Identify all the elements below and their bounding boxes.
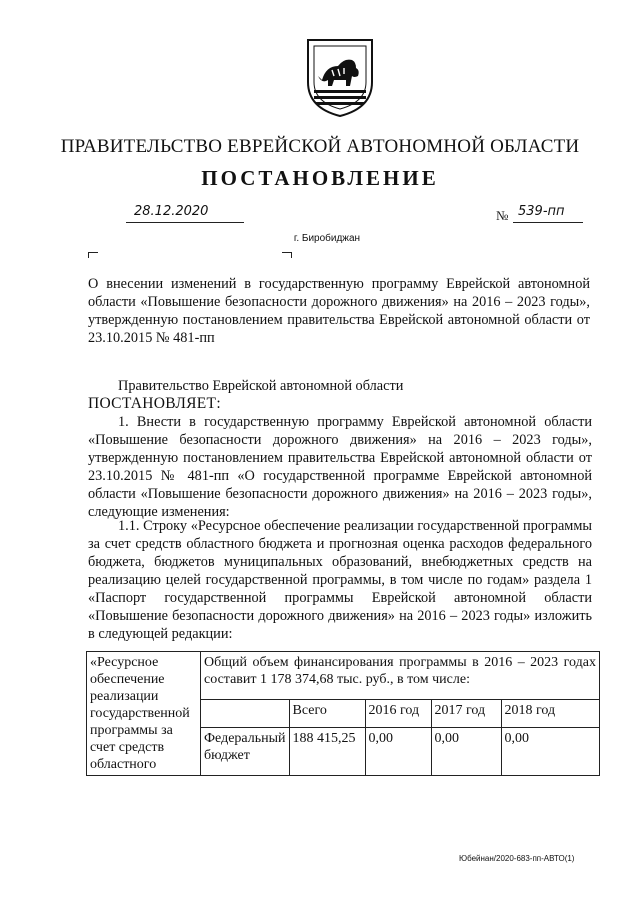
preamble: Правительство Еврейской автономной области xyxy=(118,378,404,394)
table-header-cell: 2018 год xyxy=(501,700,599,727)
table-cell: 0,00 xyxy=(365,727,431,775)
total-funding-text: Общий объем финансирования программы в 2016 – 2023 годах составит 1 178 374,68 тыс. руб., в том числе: xyxy=(201,652,600,700)
footer-code: Юбейнан/2020-683-пп-АВТО(1) xyxy=(459,854,575,863)
resource-table xyxy=(86,651,600,776)
table-cell: Федеральный бюджет xyxy=(201,727,290,775)
paragraph-1-1: 1.1. Строку «Ресурсное обеспечение реализации государственной программы за счет средств областного бюджета и прогнозная оценка расходов федерального бюджета, бюджетов муниципальных образований, внебюджетных средств на реализацию целей государственной программы, в том числе по годам» раздела 1 «Паспорт государственной программы Еврейской автономной области «Повышение безопасности дорожного движения» на 2016 – 2023 годы» изложить в следующей редакции: xyxy=(88,518,592,642)
corner-mark-right xyxy=(282,252,292,258)
table-header-cell xyxy=(201,700,290,727)
table-header-cell: 2016 год xyxy=(365,700,431,727)
table-row-label: «Ресурсное обеспечение реализации государственной программы за счет средств областного xyxy=(87,652,201,776)
paragraph-1: 1. Внести в государственную программу Еврейской автономной области «Повышение безопасности дорожного движения» на 2016 – 2023 годы», утвержденную постановлением правительства Еврейской автономной области от 23.10.2015 № 481-пп «О государственной программе Еврейской автономной области «Повышение безопасности дорожного движения» на 2016 – 2023 годы», следующие изменения: xyxy=(88,414,592,520)
document-number: 539-пп xyxy=(513,205,583,223)
table-header-cell: 2017 год xyxy=(431,700,501,727)
coat-of-arms-emblem xyxy=(304,36,376,120)
city: г. Биробиджан xyxy=(293,233,361,244)
number-label: № xyxy=(496,208,509,223)
table-cell: 0,00 xyxy=(431,727,501,775)
document-date: 28.12.2020 xyxy=(126,205,244,223)
government-title: ПРАВИТЕЛЬСТВО ЕВРЕЙСКОЙ АВТОНОМНОЙ ОБЛАСТИ xyxy=(60,136,580,157)
decree-word: ПОСТАНОВЛЯЕТ: xyxy=(88,395,221,412)
document-type: ПОСТАНОВЛЕНИЕ xyxy=(201,166,439,190)
table-header-cell: Всего xyxy=(289,700,365,727)
table-cell: 0,00 xyxy=(501,727,599,775)
corner-mark-left xyxy=(88,252,98,258)
table-cell: 188 415,25 xyxy=(289,727,365,775)
document-subject: О внесении изменений в государственную программу Еврейской автономной области «Повышение безопасности дорожного движения» на 2016 – 2023 годы», утвержденную постановлением правительства Еврейской автономной области от 23.10.2015 № 481-пп xyxy=(88,276,590,346)
